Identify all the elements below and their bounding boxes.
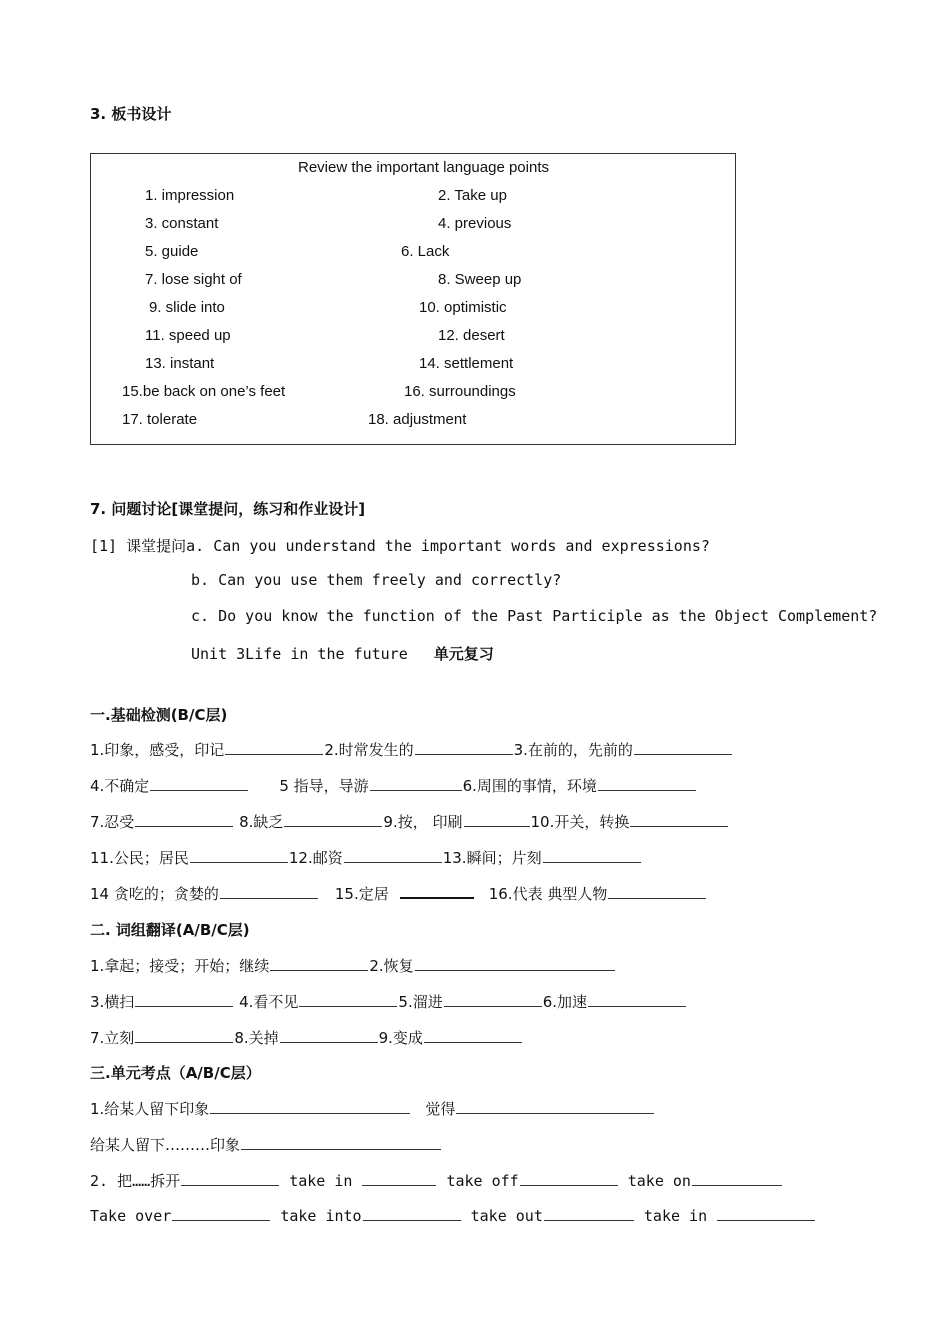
prompt: 13.瞬间；片刻 — [442, 849, 542, 867]
board-item: 17. tolerate — [122, 411, 198, 428]
prompt: 16.代表 典型人物 — [488, 885, 608, 903]
prompt: 7.立刻 — [90, 1029, 135, 1047]
section-3-heading: 3. 板书设计 — [90, 105, 172, 123]
answer-blank[interactable] — [464, 812, 530, 827]
answer-blank[interactable] — [634, 740, 732, 755]
part-2-heading: 二. 词组翻译(A/B/C层) — [90, 921, 250, 939]
prompt: take into — [280, 1207, 362, 1225]
answer-blank[interactable] — [717, 1206, 815, 1221]
prompt: take off — [446, 1172, 519, 1190]
board-item: 15.be back on one’s feet — [122, 383, 286, 400]
board-item: 18. adjustment — [368, 411, 467, 428]
answer-blank[interactable] — [241, 1135, 441, 1150]
prompt: 2.时常发生的 — [324, 741, 414, 759]
exercise-row — [90, 775, 697, 796]
prompt: 3.横扫 — [90, 993, 135, 1011]
answer-blank[interactable] — [135, 1028, 233, 1043]
prompt: 8.缺乏 — [239, 813, 284, 831]
answer-blank[interactable] — [150, 776, 248, 791]
answer-blank[interactable] — [181, 1171, 279, 1186]
answer-blank[interactable] — [363, 1206, 461, 1221]
prompt: 6.加速 — [542, 993, 588, 1011]
prompt: 15.定居 — [334, 885, 389, 903]
answer-blank[interactable] — [362, 1171, 436, 1186]
answer-blank[interactable] — [544, 1206, 634, 1221]
prompt: 1.给某人留下印象 — [90, 1100, 210, 1118]
question-a: a. Can you understand the important words and expressions? — [186, 537, 710, 555]
prompt: 8.关掉 — [234, 1029, 279, 1047]
board-item: 4. previous — [438, 215, 512, 232]
answer-blank[interactable] — [400, 883, 474, 899]
board-title: Review the important language points — [298, 159, 549, 176]
prompt: Take over — [90, 1207, 172, 1225]
board-item: 14. settlement — [419, 355, 514, 372]
exercise-row — [90, 1206, 816, 1225]
section-7-heading: 7. 问题讨论[课堂提问，练习和作业设计] — [90, 500, 366, 518]
exercise-row — [90, 991, 687, 1012]
part-1-heading: 一.基础检测(B/C层) — [90, 706, 228, 724]
prompt: 1.拿起；接受；开始；继续 — [90, 957, 270, 975]
prompt: take on — [627, 1172, 691, 1190]
exercise-row — [90, 1027, 523, 1048]
exercise-row — [90, 1170, 783, 1191]
prompt: 1.印象，感受，印记 — [90, 741, 225, 759]
board-item: 10. optimistic — [419, 299, 507, 316]
board-item: 6. Lack — [401, 243, 450, 260]
board-design-box — [90, 153, 736, 445]
exercise-row — [90, 1098, 655, 1119]
prompt: 4.不确定 — [90, 777, 150, 795]
answer-blank[interactable] — [588, 992, 686, 1007]
answer-blank[interactable] — [543, 848, 641, 863]
exercise-row — [90, 883, 707, 904]
exercise-row — [90, 811, 729, 832]
board-item: 7. lose sight of — [145, 271, 242, 288]
answer-blank[interactable] — [299, 992, 397, 1007]
answer-blank[interactable] — [520, 1171, 618, 1186]
answer-blank[interactable] — [415, 956, 615, 971]
answer-blank[interactable] — [370, 776, 462, 791]
answer-blank[interactable] — [284, 812, 382, 827]
answer-blank[interactable] — [172, 1206, 270, 1221]
board-item: 5. guide — [145, 243, 199, 260]
prompt: 14 贪吃的；贪婪的 — [90, 885, 219, 903]
prompt: 5 指导，导游 — [279, 777, 369, 795]
answer-blank[interactable] — [415, 740, 513, 755]
board-item: 8. Sweep up — [438, 271, 522, 288]
answer-blank[interactable] — [692, 1171, 782, 1186]
board-item: 11. speed up — [145, 327, 231, 344]
unit-title-line — [191, 643, 494, 664]
exercise-row — [90, 1134, 442, 1155]
board-item: 1. impression — [145, 187, 235, 204]
answer-blank[interactable] — [190, 848, 288, 863]
answer-blank[interactable] — [444, 992, 542, 1007]
answer-blank[interactable] — [608, 884, 706, 899]
questions-prefix: [1] 课堂提问 — [90, 537, 187, 555]
answer-blank[interactable] — [280, 1028, 378, 1043]
prompt: 12.邮资 — [288, 849, 343, 867]
prompt: take in — [643, 1207, 708, 1225]
exercise-row — [90, 955, 616, 976]
board-item: 16. surroundings — [404, 383, 516, 400]
unit-title: Unit 3Life in the future — [191, 645, 408, 663]
answer-blank[interactable] — [270, 956, 368, 971]
board-item: 12. desert — [438, 327, 505, 344]
answer-blank[interactable] — [456, 1099, 654, 1114]
answer-blank[interactable] — [220, 884, 318, 899]
prompt: 10.开关，转换 — [530, 813, 630, 831]
exercise-row — [90, 847, 642, 868]
prompt: 6.周围的事情，环境 — [462, 777, 597, 795]
question-b: b. Can you use them freely and correctly? — [191, 571, 562, 589]
prompt: 5.溜进 — [398, 993, 443, 1011]
board-item: 2. Take up — [438, 187, 507, 204]
prompt: 4.看不见 — [239, 993, 299, 1011]
answer-blank[interactable] — [424, 1028, 522, 1043]
answer-blank[interactable] — [344, 848, 442, 863]
prompt: take in — [289, 1172, 353, 1190]
answer-blank[interactable] — [630, 812, 728, 827]
answer-blank[interactable] — [210, 1099, 410, 1114]
prompt: 2.恢复 — [369, 957, 414, 975]
prompt: 3.在前的，先前的 — [513, 741, 633, 759]
prompt: 觉得 — [425, 1100, 456, 1118]
prompt: 9.按， 印刷 — [383, 813, 463, 831]
part-3-heading: 三.单元考点（A/B/C层） — [90, 1064, 261, 1082]
question-c: c. Do you know the function of the Past Participle as the Object Complement? — [191, 607, 878, 625]
board-item: 9. slide into — [149, 299, 225, 316]
prompt: 7.忍受 — [90, 813, 135, 831]
prompt: 9.变成 — [378, 1029, 423, 1047]
answer-blank[interactable] — [598, 776, 696, 791]
prompt: 11.公民；居民 — [90, 849, 189, 867]
answer-blank[interactable] — [135, 812, 233, 827]
exercise-row — [90, 739, 733, 760]
answer-blank[interactable] — [135, 992, 233, 1007]
board-item: 3. constant — [145, 215, 219, 232]
question-line-a — [90, 535, 710, 556]
board-item: 13. instant — [145, 355, 215, 372]
prompt: 给某人留下………印象 — [90, 1136, 241, 1154]
prompt: 2. 把……拆开 — [90, 1172, 181, 1190]
unit-review-label: 单元复习 — [433, 645, 494, 663]
prompt: take out — [470, 1207, 543, 1225]
answer-blank[interactable] — [225, 740, 323, 755]
